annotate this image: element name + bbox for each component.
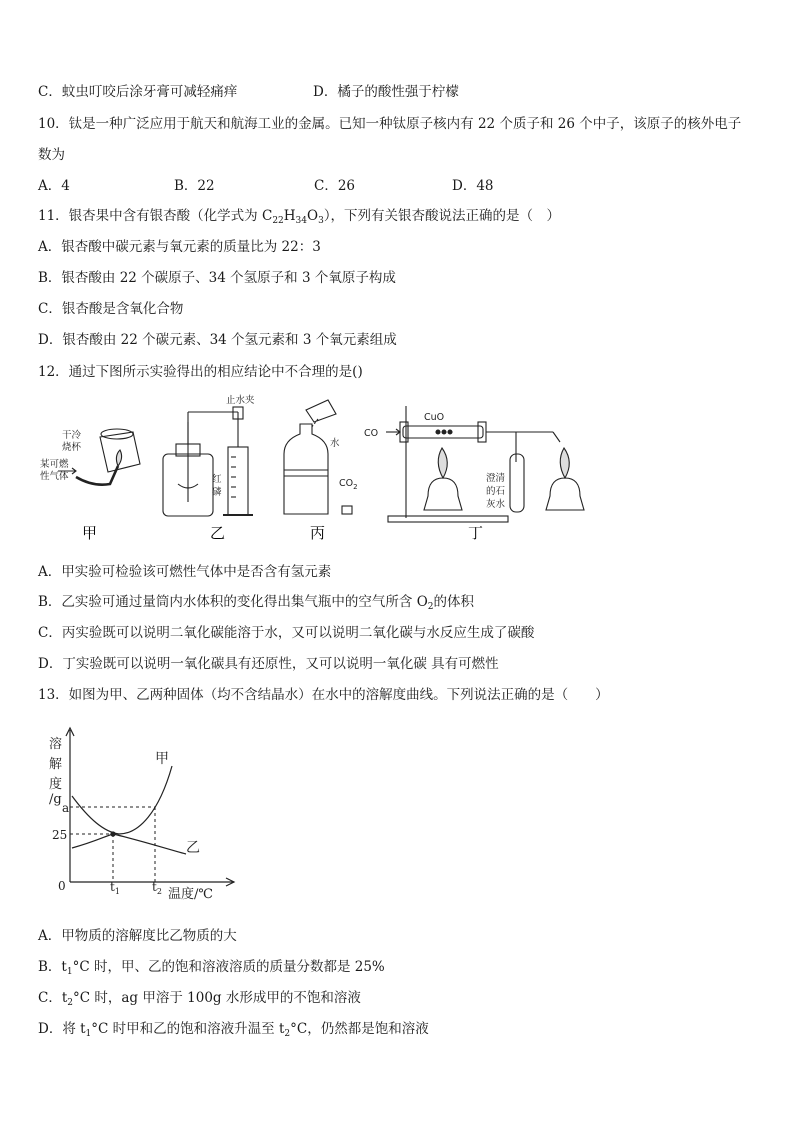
- q12-experiment-figure: [38, 392, 598, 547]
- xlabel: 温度/℃: [168, 887, 213, 902]
- q10-option-a: A．4: [38, 178, 70, 194]
- q11-option-b: B．银杏酸由 22 个碳原子、34 个氢原子和 3 个氧原子构成: [38, 270, 396, 286]
- tick-t2: $t_2$: [152, 880, 162, 896]
- caption-ding: 丁: [468, 524, 484, 542]
- yi-label-phosphorus: 磷: [212, 487, 222, 498]
- ding-limewater-label-1: 澄清: [486, 473, 506, 484]
- curve-yi: [72, 834, 186, 854]
- q10-option-c: C．26: [314, 178, 356, 194]
- jia-label-1: 干冷: [62, 430, 82, 441]
- ylabel-1: 溶: [49, 737, 63, 752]
- q11-stem: 11．银杏果中含有银杏酸（化学式为 $C_{22}H_{34}O_3$），下列有关银杏酸说法正确的是（ ）: [38, 208, 561, 226]
- q10-option-d: D．48: [452, 178, 494, 194]
- caption-yi: 乙: [210, 524, 226, 542]
- jia-label-2: 烧杯: [62, 442, 82, 453]
- tick-25: 25: [52, 828, 68, 842]
- bing-apparatus: [284, 400, 352, 514]
- caption-bing: 丙: [310, 524, 326, 542]
- q11-option-d: D．银杏酸由 22 个碳元素、34 个氢元素和 3 个氧元素组成: [38, 332, 397, 348]
- q13-option-c: C．$t_2^\circ C$ 时，ag 甲溶于 100g 水形成甲的不饱和溶液: [38, 990, 361, 1008]
- jia-label-4: 性气体: [40, 471, 69, 482]
- label-jia: 甲: [155, 751, 169, 767]
- q9-option-d: D．橘子的酸性强于柠檬: [313, 84, 459, 100]
- intersection-point: [110, 831, 115, 836]
- origin-label: 0: [58, 879, 66, 893]
- ding-cuo-label: CuO: [424, 412, 445, 423]
- ylabel-3: 度: [49, 777, 63, 792]
- q10-stem-line1: 10．钛是一种广泛应用于航天和航海工业的金属。已知一种钛原子核内有 22 个质子和 26 个中子，该原子的核外电子: [38, 116, 742, 132]
- yi-clamp-label: 止水夹: [226, 395, 255, 406]
- caption-jia: 甲: [82, 524, 98, 542]
- ding-apparatus: [386, 406, 584, 522]
- q9-option-c: C．蚊虫叮咬后涂牙膏可减轻痛痒: [38, 84, 238, 100]
- q11-option-a: A．银杏酸中碳元素与氧元素的质量比为 22：3: [38, 239, 321, 255]
- ding-limewater-label-2: 的石: [486, 486, 506, 497]
- ylabel-2: 解: [49, 757, 63, 772]
- q12-option-b: B．乙实验可通过量筒内水体积的变化得出集气瓶中的空气所含 $O_2$的体积: [38, 594, 475, 612]
- ylabel-4: /g: [49, 792, 62, 807]
- q13-option-a: A．甲物质的溶解度比乙物质的大: [38, 928, 237, 944]
- yi-label-red: 红: [212, 474, 222, 485]
- bing-co2-label: $CO_2$: [339, 478, 358, 491]
- jia-label-3: 某可燃: [40, 459, 69, 470]
- curve-jia: [72, 766, 172, 834]
- q11-option-c: C．银杏酸是含氧化合物: [38, 301, 184, 317]
- tick-t1: $t_1$: [110, 880, 120, 896]
- q12-option-c: C．丙实验既可以说明二氧化碳能溶于水，又可以说明二氧化碳与水反应生成了碳酸: [38, 625, 535, 641]
- bing-water-label: 水: [330, 438, 340, 449]
- q13-stem: 13．如图为甲、乙两种固体（均不含结晶水）在水中的溶解度曲线。下列说法正确的是（ ）: [38, 687, 609, 703]
- ding-limewater-label-3: 灰水: [486, 499, 506, 510]
- q10-option-b: B．22: [174, 178, 215, 194]
- q13-option-d: D．将 $t_1^\circ C$ 时甲和乙的饱和溶液升温至 $t_2^\circ C$，仍然都是饱和溶液: [38, 1021, 429, 1039]
- q13-option-b: B．$t_1^\circ C$ 时，甲、乙的饱和溶液溶质的质量分数都是 25%: [38, 959, 385, 977]
- yi-apparatus: [163, 407, 253, 516]
- q12-option-d: D．丁实验既可以说明一氧化碳具有还原性，又可以说明一氧化碳 具有可燃性: [38, 656, 499, 672]
- q10-stem-line2: 数为: [38, 147, 65, 163]
- tick-a: a: [62, 801, 70, 815]
- q12-stem: 12．通过下图所示实验得出的相应结论中不合理的是(): [38, 364, 363, 380]
- q12-option-a: A．甲实验可检验该可燃性气体中是否含有氢元素: [38, 564, 332, 580]
- label-yi: 乙: [186, 840, 200, 856]
- ding-co-label: CO: [364, 428, 379, 439]
- q13-solubility-graph: [44, 724, 244, 904]
